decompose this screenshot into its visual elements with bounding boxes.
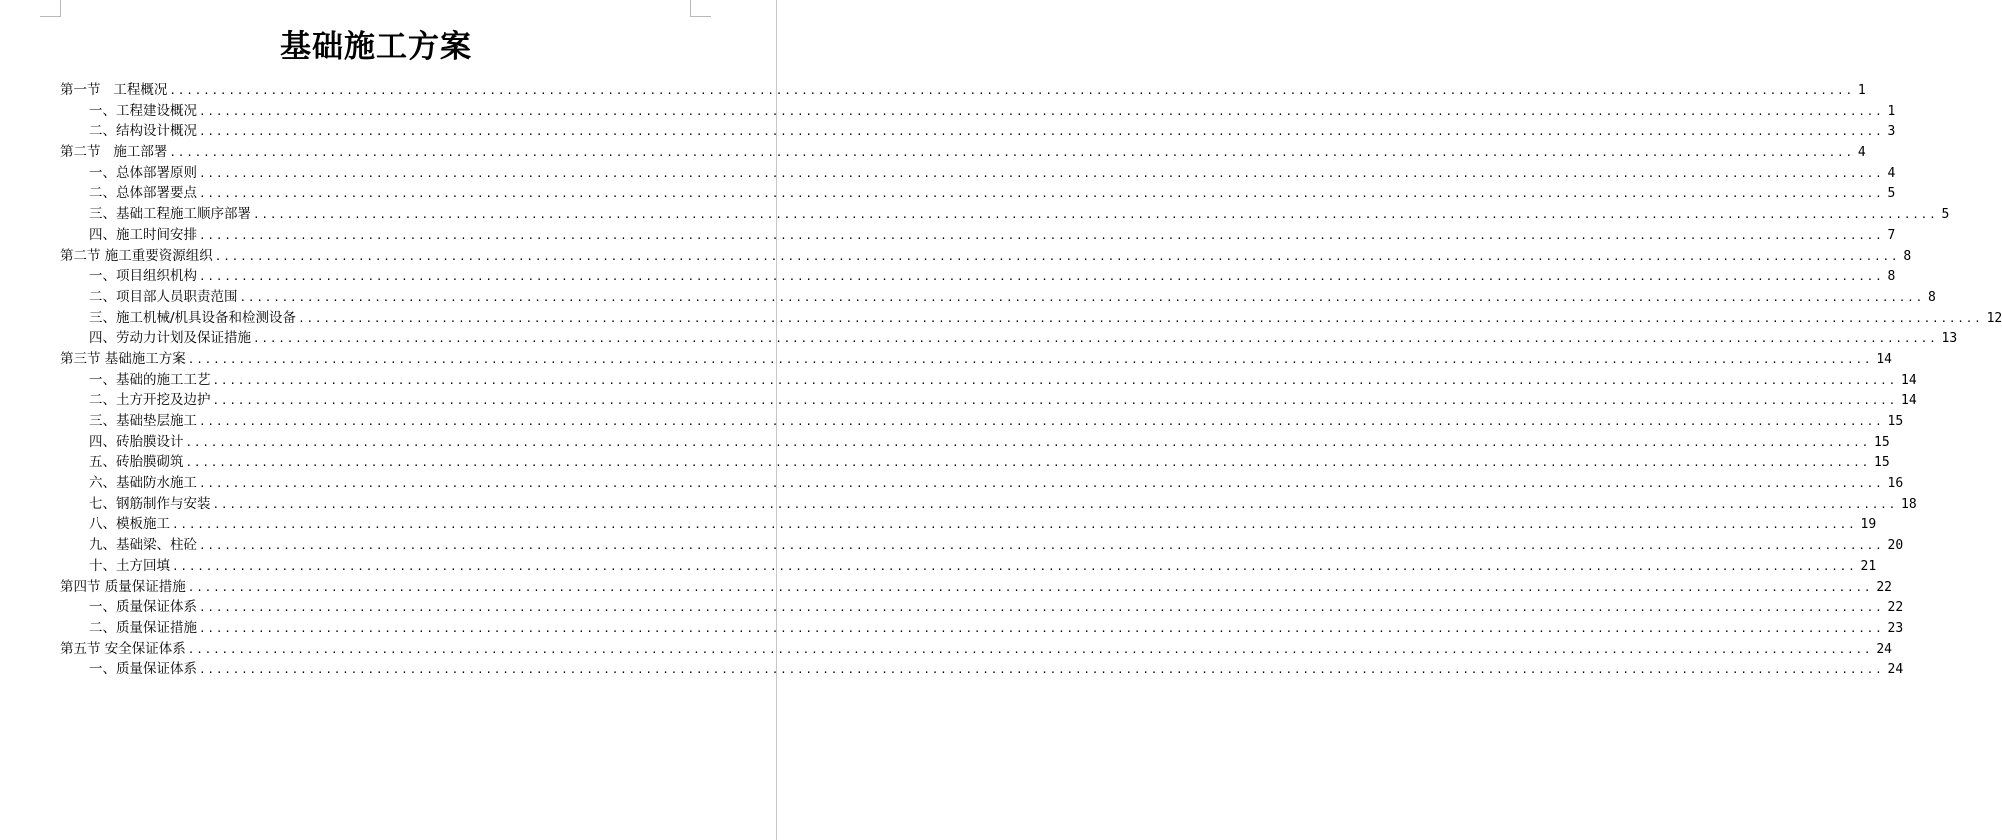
toc-entry-page-number: 16 [1887, 476, 1904, 492]
toc-entry-page-number: 14 [1901, 372, 1917, 388]
toc-subsection-entry[interactable] [60, 266, 1896, 287]
table-of-contents [60, 80, 2002, 680]
toc-entry-page-number: 1 [1857, 83, 1866, 98]
toc-entry-title: 二、结构设计概况 [89, 123, 197, 140]
toc-entry-title: 二、项目部人员职责范围 [89, 288, 238, 305]
toc-dot-leader: ........................................................................................................................................................................................................ [169, 146, 1854, 160]
toc-entry-title: 六、基础防水施工 [89, 475, 197, 492]
toc-entry-title: 二、质量保证措施 [89, 619, 197, 636]
toc-dot-leader: ........................................................................................................................................................................................................ [253, 332, 1938, 346]
toc-entry-page-number: 20 [1887, 538, 1904, 554]
toc-entry-title: 九、基础梁、柱砼 [89, 537, 197, 554]
toc-entry-title: 三、施工机械/机具设备和检测设备 [89, 309, 297, 326]
toc-entry-page-number: 8 [1928, 289, 1936, 305]
toc-subsection-entry[interactable] [60, 432, 1890, 453]
toc-subsection-entry[interactable] [60, 494, 1917, 515]
toc-entry-page-number: 23 [1887, 620, 1904, 636]
toc-entry-title: 一、工程建设概况 [89, 102, 197, 119]
toc-subsection-entry[interactable] [60, 411, 1904, 432]
toc-entry-title: 四、砖胎膜设计 [89, 433, 184, 450]
toc-section-entry[interactable] [60, 246, 1912, 267]
toc-entry-title: 二、土方开挖及边护 [89, 392, 211, 409]
toc-entry-page-number: 24 [1887, 662, 1904, 678]
toc-entry-page-number: 21 [1860, 558, 1877, 574]
toc-dot-leader: ........................................................................................................................................................................................................ [214, 249, 1900, 263]
toc-entry-page-number: 4 [1857, 145, 1866, 161]
toc-entry-title: 一、总体部署原则 [89, 164, 197, 181]
toc-entry-title: 第二节 施工部署 [60, 144, 168, 161]
toc-subsection-entry[interactable] [60, 556, 1877, 577]
toc-entry-title: 一、项目组织机构 [89, 268, 197, 285]
toc-section-entry[interactable] [60, 142, 1866, 163]
toc-entry-page-number: 15 [1887, 414, 1904, 429]
toc-entry-page-number: 14 [1901, 393, 1917, 409]
toc-entry-page-number: 24 [1876, 641, 1892, 657]
toc-dot-leader: ........................................................................................................................................................................................................ [253, 208, 1938, 222]
toc-entry-title: 十、土方回填 [89, 557, 170, 574]
toc-dot-leader: ........................................................................................................................................................................................................ [199, 104, 1884, 118]
crop-mark-top-left [40, 0, 61, 17]
toc-dot-leader: ........................................................................................................................................................................................................ [199, 228, 1884, 242]
toc-dot-leader: ........................................................................................................................................................................................................ [199, 270, 1884, 284]
toc-entry-page-number: 14 [1876, 351, 1892, 367]
toc-dot-leader: ........................................................................................................................................................................................................ [298, 311, 1983, 325]
toc-entry-title: 四、施工时间安排 [89, 226, 197, 243]
toc-entry-page-number: 13 [1941, 331, 1958, 347]
toc-dot-leader: ........................................................................................................................................................................................................ [199, 166, 1884, 180]
toc-entry-title: 四、劳动力计划及保证措施 [89, 330, 251, 347]
toc-entry-page-number: 12 [1986, 310, 2002, 326]
toc-subsection-entry[interactable] [60, 618, 1904, 639]
toc-section-entry[interactable] [60, 80, 1866, 101]
toc-subsection-entry[interactable] [60, 308, 2002, 329]
toc-dot-leader: ........................................................................................................................................................................................................ [212, 394, 1898, 408]
toc-dot-leader: ........................................................................................................................................................................................................ [187, 580, 1873, 594]
toc-entry-page-number: 3 [1887, 124, 1896, 140]
toc-entry-page-number: 8 [1903, 248, 1912, 264]
toc-entry-title: 第四节 质量保证措施 [60, 578, 186, 595]
toc-entry-page-number: 15 [1874, 455, 1890, 471]
toc-subsection-entry[interactable] [60, 225, 1896, 246]
toc-subsection-entry[interactable] [60, 163, 1896, 184]
toc-dot-leader: ........................................................................................................................................................................................................ [187, 352, 1873, 366]
toc-subsection-entry[interactable] [60, 287, 1936, 308]
toc-entry-title: 第二节 施工重要资源组织 [60, 247, 213, 264]
toc-entry-page-number: 22 [1887, 600, 1904, 616]
toc-subsection-entry[interactable] [60, 101, 1896, 122]
toc-entry-page-number: 19 [1860, 517, 1877, 533]
toc-dot-leader: ........................................................................................................................................................................................................ [199, 539, 1884, 553]
toc-subsection-entry[interactable] [60, 204, 1950, 225]
toc-entry-page-number: 4 [1887, 165, 1896, 181]
toc-subsection-entry[interactable] [60, 659, 1904, 680]
toc-entry-page-number: 7 [1887, 227, 1896, 243]
toc-subsection-entry[interactable] [60, 473, 1904, 494]
toc-entry-title: 第三节 基础施工方案 [60, 350, 186, 367]
toc-entry-title: 八、模板施工 [89, 516, 170, 533]
toc-dot-leader: ........................................................................................................................................................................................................ [199, 187, 1884, 201]
toc-entry-title: 一、质量保证体系 [89, 661, 197, 678]
toc-dot-leader: ........................................................................................................................................................................................................ [187, 642, 1873, 656]
toc-entry-title: 第一节 工程概况 [60, 82, 168, 98]
toc-entry-title: 七、钢筋制作与安装 [89, 495, 211, 512]
toc-entry-title: 二、总体部署要点 [89, 185, 197, 202]
document-title: 基础施工方案 [280, 29, 472, 65]
toc-dot-leader: ........................................................................................................................................................................................................ [185, 435, 1871, 449]
toc-subsection-entry[interactable] [60, 183, 1896, 204]
toc-subsection-entry[interactable] [60, 514, 1877, 535]
toc-dot-leader: ........................................................................................................................................................................................................ [199, 663, 1884, 677]
toc-subsection-entry[interactable] [60, 452, 1890, 473]
toc-entry-title: 三、基础垫层施工 [89, 413, 197, 429]
toc-subsection-entry[interactable] [60, 535, 1904, 556]
toc-section-entry[interactable] [60, 349, 1892, 370]
toc-dot-leader: ........................................................................................................................................................................................................ [199, 601, 1884, 615]
toc-dot-leader: ........................................................................................................................................................................................................ [172, 518, 1857, 532]
toc-dot-leader: ........................................................................................................................................................................................................ [212, 373, 1898, 387]
toc-dot-leader: ........................................................................................................................................................................................................ [239, 290, 1925, 304]
toc-entry-title: 一、基础的施工工艺 [89, 371, 211, 388]
toc-entry-page-number: 22 [1876, 579, 1892, 595]
toc-subsection-entry[interactable] [60, 121, 1896, 142]
toc-entry-page-number: 5 [1941, 207, 1950, 223]
toc-section-entry[interactable] [60, 577, 1892, 598]
toc-entry-title: 五、砖胎膜砌筑 [89, 454, 184, 471]
crop-mark-top-right [690, 0, 711, 17]
toc-dot-leader: ........................................................................................................................................................................................................ [169, 84, 1854, 97]
toc-dot-leader: ........................................................................................................................................................................................................ [172, 559, 1857, 573]
toc-subsection-entry[interactable] [60, 328, 1958, 349]
toc-entry-page-number: 15 [1874, 434, 1890, 450]
toc-entry-title: 一、质量保证体系 [89, 599, 197, 616]
toc-entry-title: 第五节 安全保证体系 [60, 640, 186, 657]
toc-entry-title: 三、基础工程施工顺序部署 [89, 206, 251, 223]
toc-dot-leader: ........................................................................................................................................................................................................ [199, 477, 1884, 491]
toc-dot-leader: ........................................................................................................................................................................................................ [199, 125, 1884, 139]
toc-subsection-entry[interactable] [60, 370, 1917, 391]
toc-dot-leader: ........................................................................................................................................................................................................ [212, 497, 1898, 511]
toc-dot-leader: ........................................................................................................................................................................................................ [185, 456, 1871, 470]
toc-subsection-entry[interactable] [60, 597, 1904, 618]
toc-entry-page-number: 1 [1887, 103, 1896, 119]
toc-entry-page-number: 8 [1887, 269, 1896, 285]
toc-subsection-entry[interactable] [60, 390, 1917, 411]
toc-dot-leader: ........................................................................................................................................................................................................ [199, 621, 1884, 635]
toc-entry-page-number: 18 [1901, 496, 1917, 512]
toc-entry-page-number: 5 [1887, 186, 1896, 202]
toc-section-entry[interactable] [60, 639, 1892, 660]
toc-dot-leader: ........................................................................................................................................................................................................ [199, 415, 1884, 428]
